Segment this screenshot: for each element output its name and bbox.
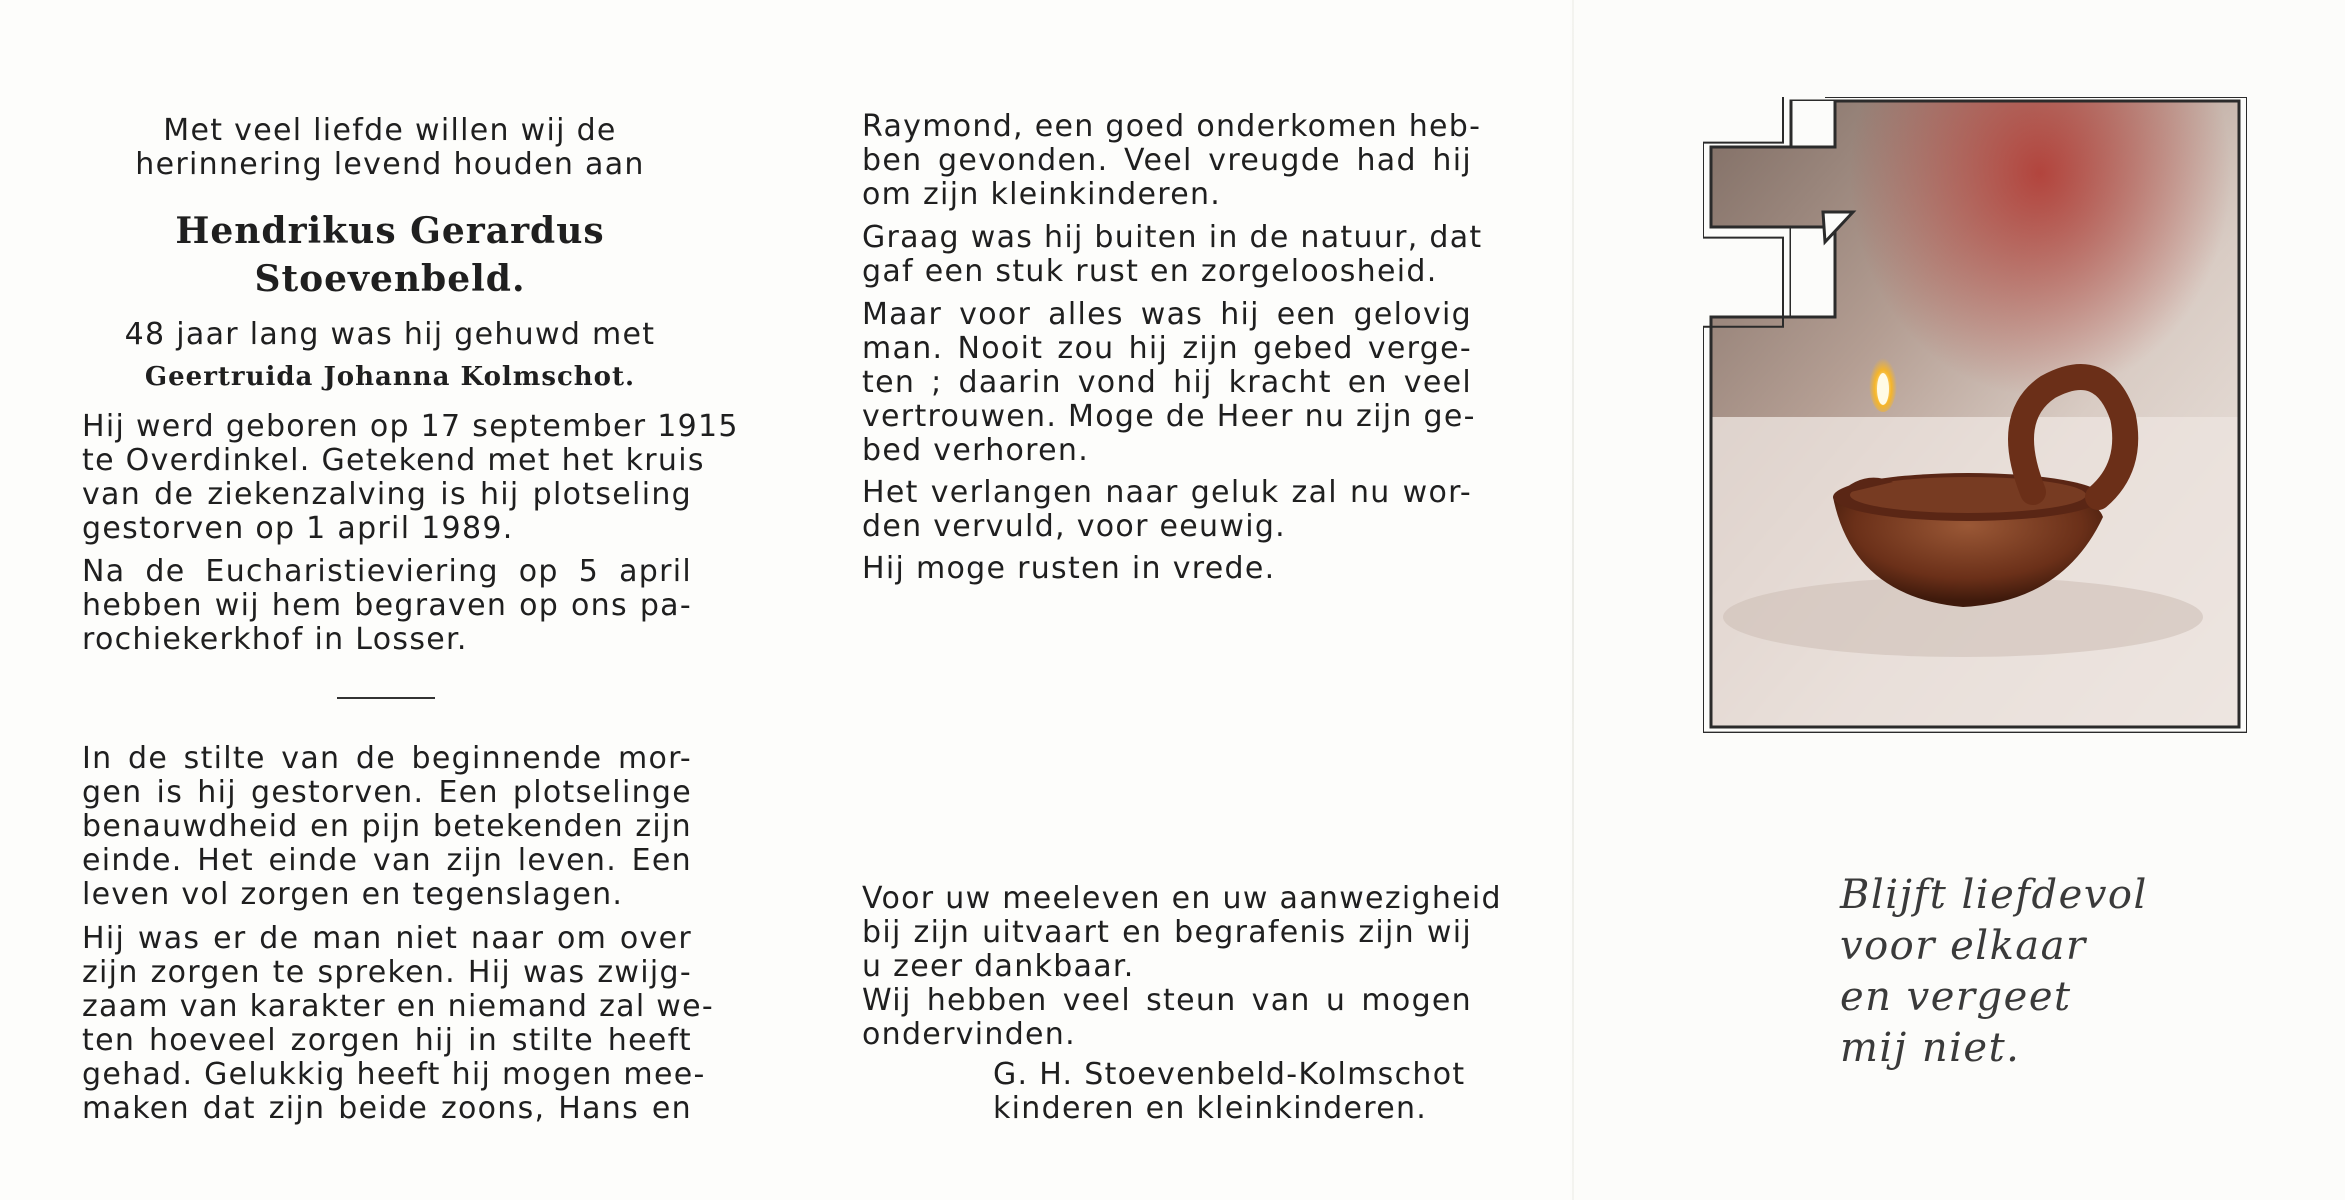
text-line: van de ziekenzalving is hij plotseling <box>82 477 692 512</box>
name-line-1: Hendrikus Gerardus <box>175 210 605 252</box>
deceased-name <box>80 207 700 303</box>
text-line: ben gevonden. Veel vreugde had hij <box>862 143 1472 178</box>
text-line: Maar voor alles was hij een gelovig <box>862 297 1472 332</box>
spouse-name: Geertruida Johanna Kolmschot. <box>144 362 636 392</box>
text-line: vertrouwen. Moge de Heer nu zijn ge- <box>862 399 1476 434</box>
text-line: ten hoeveel zorgen hij in stilte heeft <box>82 1023 692 1058</box>
rest-paragraph <box>862 552 1472 586</box>
text-line: Graag was hij buiten in de natuur, dat <box>862 220 1483 255</box>
thanks-paragraph <box>862 881 1502 1052</box>
married-line: 48 jaar lang was hij gehuwd met <box>124 317 656 352</box>
text-line: einde. Het einde van zijn leven. Een <box>82 843 692 878</box>
text-line: Het verlangen naar geluk zal nu wor- <box>862 475 1472 510</box>
family-paragraph <box>862 109 1482 212</box>
text-line: hebben wij hem begraven op ons pa- <box>82 588 692 623</box>
poem-verse <box>1840 870 2200 1074</box>
intro-text <box>80 114 700 182</box>
text-line: bij zijn uitvaart en begrafenis zijn wij <box>862 915 1472 950</box>
text-line: Wij hebben veel steun van u mogen <box>862 983 1472 1018</box>
intro-line: Met veel liefde willen wij de <box>163 113 617 148</box>
intro-line: herinnering levend houden aan <box>135 147 645 182</box>
card-fold <box>1572 0 1574 1200</box>
text-line: rochiekerkhof in Losser. <box>82 622 468 657</box>
text-line: maken dat zijn beide zoons, Hans en <box>82 1091 692 1126</box>
divider-rule <box>337 697 435 699</box>
text-line: bed verhoren. <box>862 433 1090 468</box>
text-line: benauwdheid en pijn betekenden zijn <box>82 809 692 844</box>
poem-line: mij niet. <box>1840 1025 2021 1071</box>
text-line: den vervuld, voor eeuwig. <box>862 509 1287 544</box>
text-line: u zeer dankbaar. <box>862 949 1135 984</box>
burial-paragraph <box>82 555 692 657</box>
character-paragraph <box>82 921 715 1126</box>
signature-line-2: kinderen en kleinkinderen. <box>993 1091 1428 1126</box>
text-line: Raymond, een goed onderkomen heb- <box>862 109 1482 144</box>
poem-line: en vergeet <box>1840 974 2072 1020</box>
signature-line-1: G. H. Stoevenbeld-Kolmschot <box>993 1057 1466 1092</box>
text-line: Hij was er de man niet naar om over <box>82 921 692 956</box>
text-line: gen is hij gestorven. Een plotselinge <box>82 775 692 810</box>
text-line: gaf een stuk rust en zorgeloosheid. <box>862 254 1438 289</box>
text-line: gestorven op 1 april 1989. <box>82 511 514 546</box>
name-line-2: Stoevenbeld. <box>254 258 526 300</box>
birth-paragraph <box>82 409 739 546</box>
text-line: ten ; daarin vond hij kracht en veel <box>862 365 1472 400</box>
signature <box>993 1058 1493 1126</box>
text-line: leven vol zorgen en tegenslagen. <box>82 877 624 912</box>
text-line: zijn zorgen te spreken. Hij was zwijg- <box>82 955 692 990</box>
text-line: gehad. Gelukkig heeft hij mogen mee- <box>82 1057 706 1092</box>
text-line: man. Nooit zou hij zijn gebed verge- <box>862 331 1472 366</box>
oil-lamp-picture <box>1703 97 2247 733</box>
text-line: Hij werd geboren op 17 september 1915 <box>82 409 739 444</box>
text-line: om zijn kleinkinderen. <box>862 177 1222 212</box>
nature-paragraph <box>862 220 1483 289</box>
oil-lamp-illustration <box>1703 97 2247 733</box>
text-line: Na de Eucharistieviering op 5 april <box>82 554 692 589</box>
text-line: Hij moge rusten in vrede. <box>862 551 1276 586</box>
text-line: Voor uw meeleven en uw aanwezigheid <box>862 881 1502 916</box>
text-line: zaam van karakter en niemand zal we- <box>82 989 715 1024</box>
faith-paragraph <box>862 297 1476 468</box>
text-line: ondervinden. <box>862 1017 1076 1052</box>
text-line: te Overdinkel. Getekend met het kruis <box>82 443 705 478</box>
longing-paragraph <box>862 476 1472 544</box>
text-line: In de stilte van de beginnende mor- <box>82 741 692 776</box>
poem-line: Blijft liefdevol <box>1840 872 2148 918</box>
death-paragraph <box>82 742 692 912</box>
poem-line: voor elkaar <box>1840 923 2087 969</box>
